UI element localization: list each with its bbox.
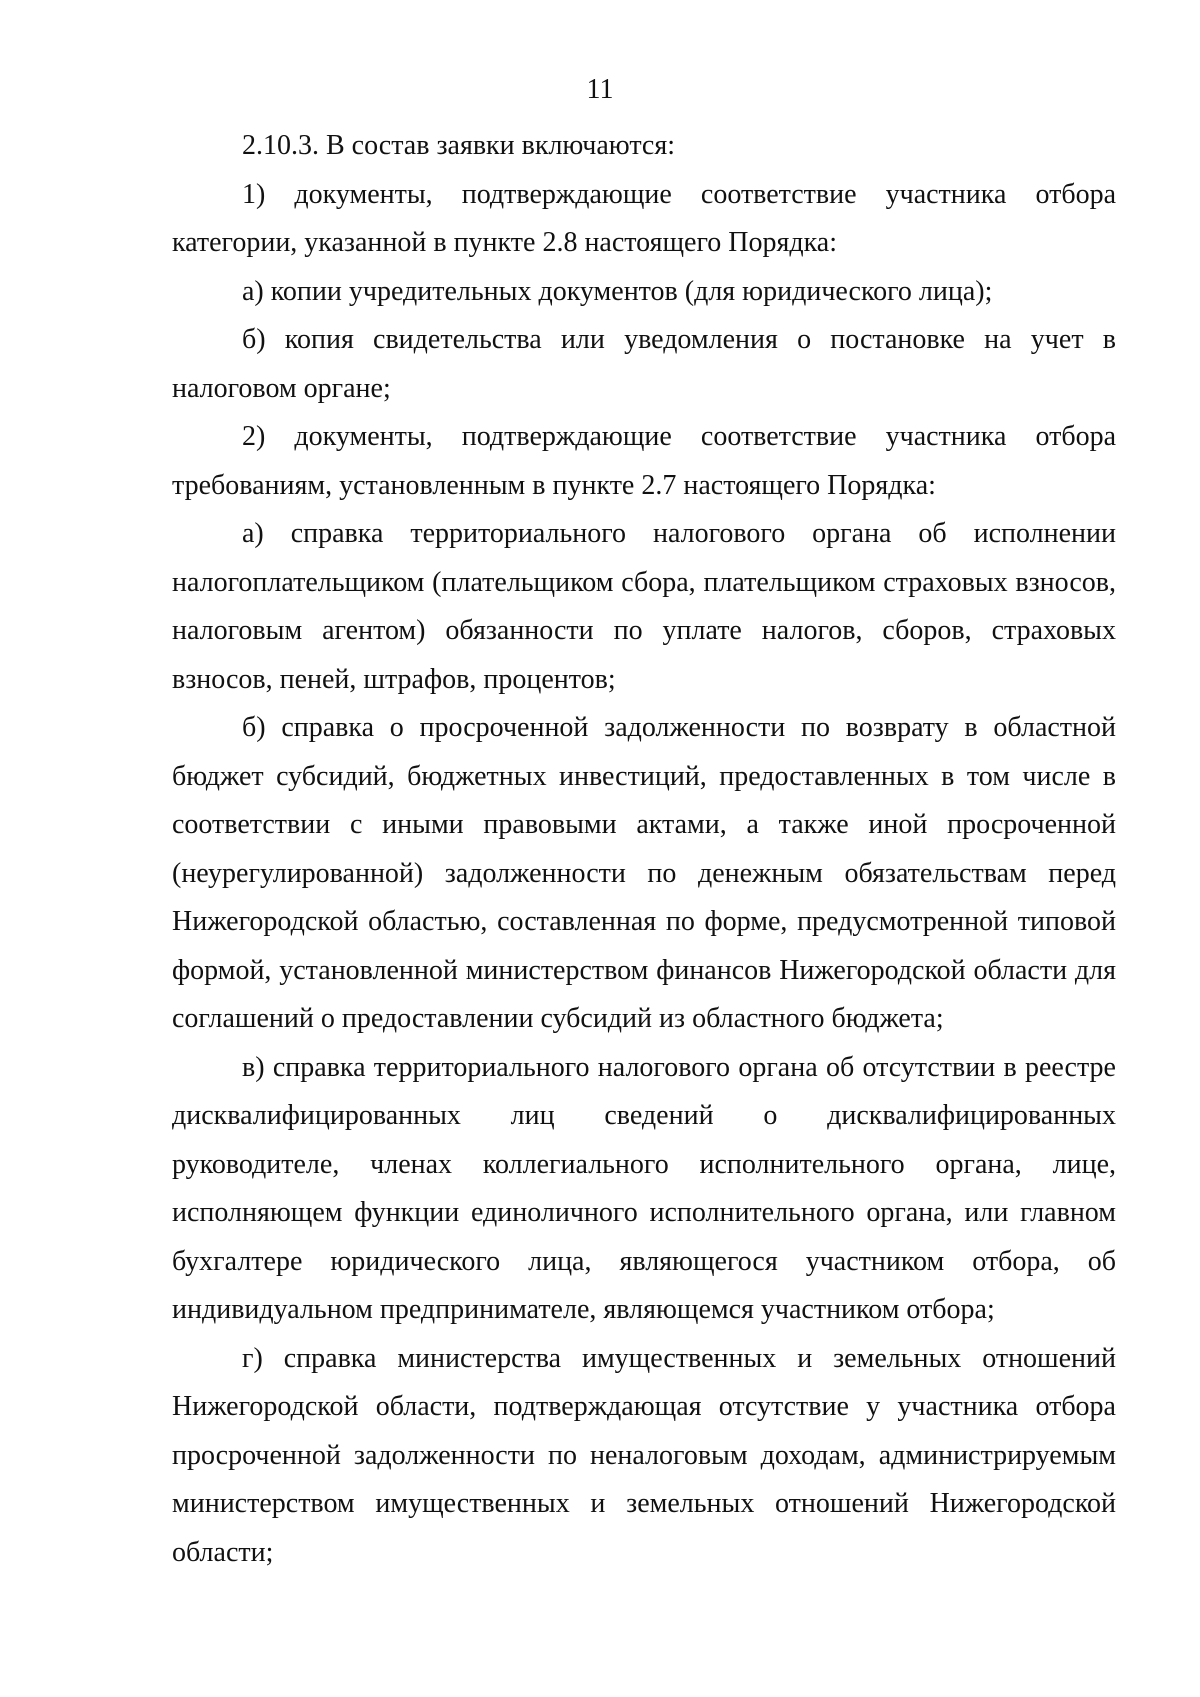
- paragraph-2-10-3: 2.10.3. В состав заявки включаются:: [242, 130, 676, 161]
- paragraph-item-2v: в) справка территориального налогового органа об отсутствии в реестре дисквалифицированных лиц сведений о дисквалифицированных руководителе, членах коллегиального исполнительного органа, лице, исполняющем функции единоличного исполнительного органа, или главном бухгалтере юридического лица, являющегося участником отбора, об индивидуальном предпринимателе, являющемся участником отбора;: [172, 1051, 1116, 1325]
- paragraph-item-1: 1) документы, подтверждающие соответствие участника отбора категории, указанной в пункте 2.8 настоящего Порядка:: [172, 178, 1116, 258]
- paragraph-item-2a: а) справка территориального налогового органа об исполнении налогоплательщиком (плательщиком сбора, плательщиком страховых взносов, налоговым агентом) обязанности по уплате налогов, сборов, страховых взносов, пеней, штрафов, процентов;: [172, 518, 1116, 695]
- paragraph-item-1b: б) копия свидетельства или уведомления о постановке на учет в налоговом органе;: [172, 324, 1116, 404]
- paragraph-item-2b: б) справка о просроченной задолженности по возврату в областной бюджет субсидий, бюджетных инвестиций, предоставленных в том числе в соответствии с иными правовыми актами, а также иной просроченной (неурегулированной) задолженности по денежным обязательствам перед Нижегородской областью, составленная по форме, предусмотренной типовой формой, установленной министерством финансов Нижегородской области для соглашений о предоставлении субсидий из областного бюджета;: [172, 712, 1116, 1034]
- paragraph-item-2: 2) документы, подтверждающие соответствие участника отбора требованиям, установленным в пункте 2.7 настоящего Порядка:: [172, 421, 1116, 501]
- document-body: [172, 122, 1116, 1577]
- paragraph-item-2g: г) справка министерства имущественных и земельных отношений Нижегородской области, подтверждающая отсутствие у участника отбора просроченной задолженности по неналоговым доходам, администрируемым министерством имущественных и земельных отношений Нижегородской области;: [172, 1342, 1116, 1568]
- paragraph-item-1a: а) копии учредительных документов (для юридического лица);: [242, 275, 993, 307]
- page-number: 11: [586, 74, 614, 105]
